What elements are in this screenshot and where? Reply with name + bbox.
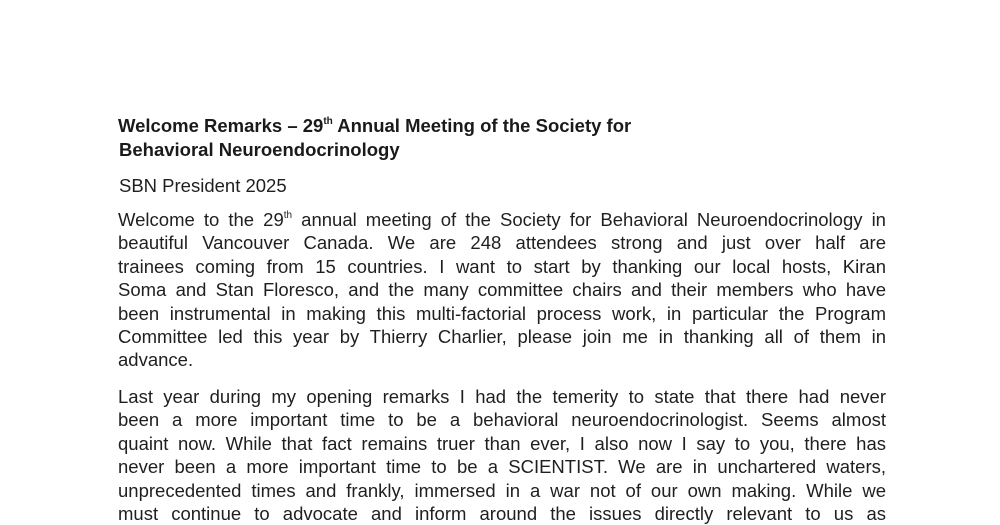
title-text-b: Annual Meeting of the Society for [332, 115, 632, 136]
p1-superscript: th [283, 209, 293, 221]
paragraph-2-line: must continue to advocate and inform around the issues directly relevant to us as [118, 503, 886, 525]
title-text-a: Welcome Remarks – 29 [118, 115, 324, 136]
title-line-2: Behavioral Neuroendocrinology [119, 139, 400, 160]
paragraph-1-line: trainees coming from 15 countries. I want to start by thanking our local hosts, Kiran [118, 255, 886, 277]
title-line-1 [118, 114, 631, 138]
document-title [118, 114, 631, 162]
paragraph-2-line: been a more important time to be a behavioral neuroendocrinologist. Seems almost [118, 409, 886, 431]
paragraph-2-line: unprecedented times and frankly, immersed in a war not of our own making. While we [118, 479, 886, 501]
paragraph-1-line: beautiful Vancouver Canada. We are 248 attendees strong and just over half are [118, 232, 886, 254]
paragraph-1 [118, 208, 886, 372]
paragraph-1-line: Committee led this year by Thierry Charlier, please join me in thanking all of them in [118, 326, 886, 348]
title-superscript: th [323, 115, 333, 127]
paragraph-1-line [118, 208, 886, 231]
document-subtitle: SBN President 2025 [119, 175, 287, 196]
p1-text-b: annual meeting of the Society for Behavioral Neuroendocrinology in [292, 209, 886, 230]
paragraph-1-line: advance. [118, 349, 194, 371]
paragraph-2-line: quaint now. While that fact remains truer than ever, I also now I say to you, there has [118, 432, 886, 454]
paragraph-2-line: never been a more important time to be a SCIENTIST. We are in unchartered waters, [118, 456, 886, 478]
p1-text-a: Welcome to the 29 [118, 209, 284, 230]
paragraph-2-line: Last year during my opening remarks I had the temerity to state that there had never [118, 386, 886, 407]
paragraph-1-line: Soma and Stan Floresco, and the many committee chairs and their members who have [118, 279, 886, 301]
paragraph-1-line: been instrumental in making this multi-factorial process work, in particular the Program [118, 302, 886, 324]
paragraph-2 [118, 385, 886, 525]
